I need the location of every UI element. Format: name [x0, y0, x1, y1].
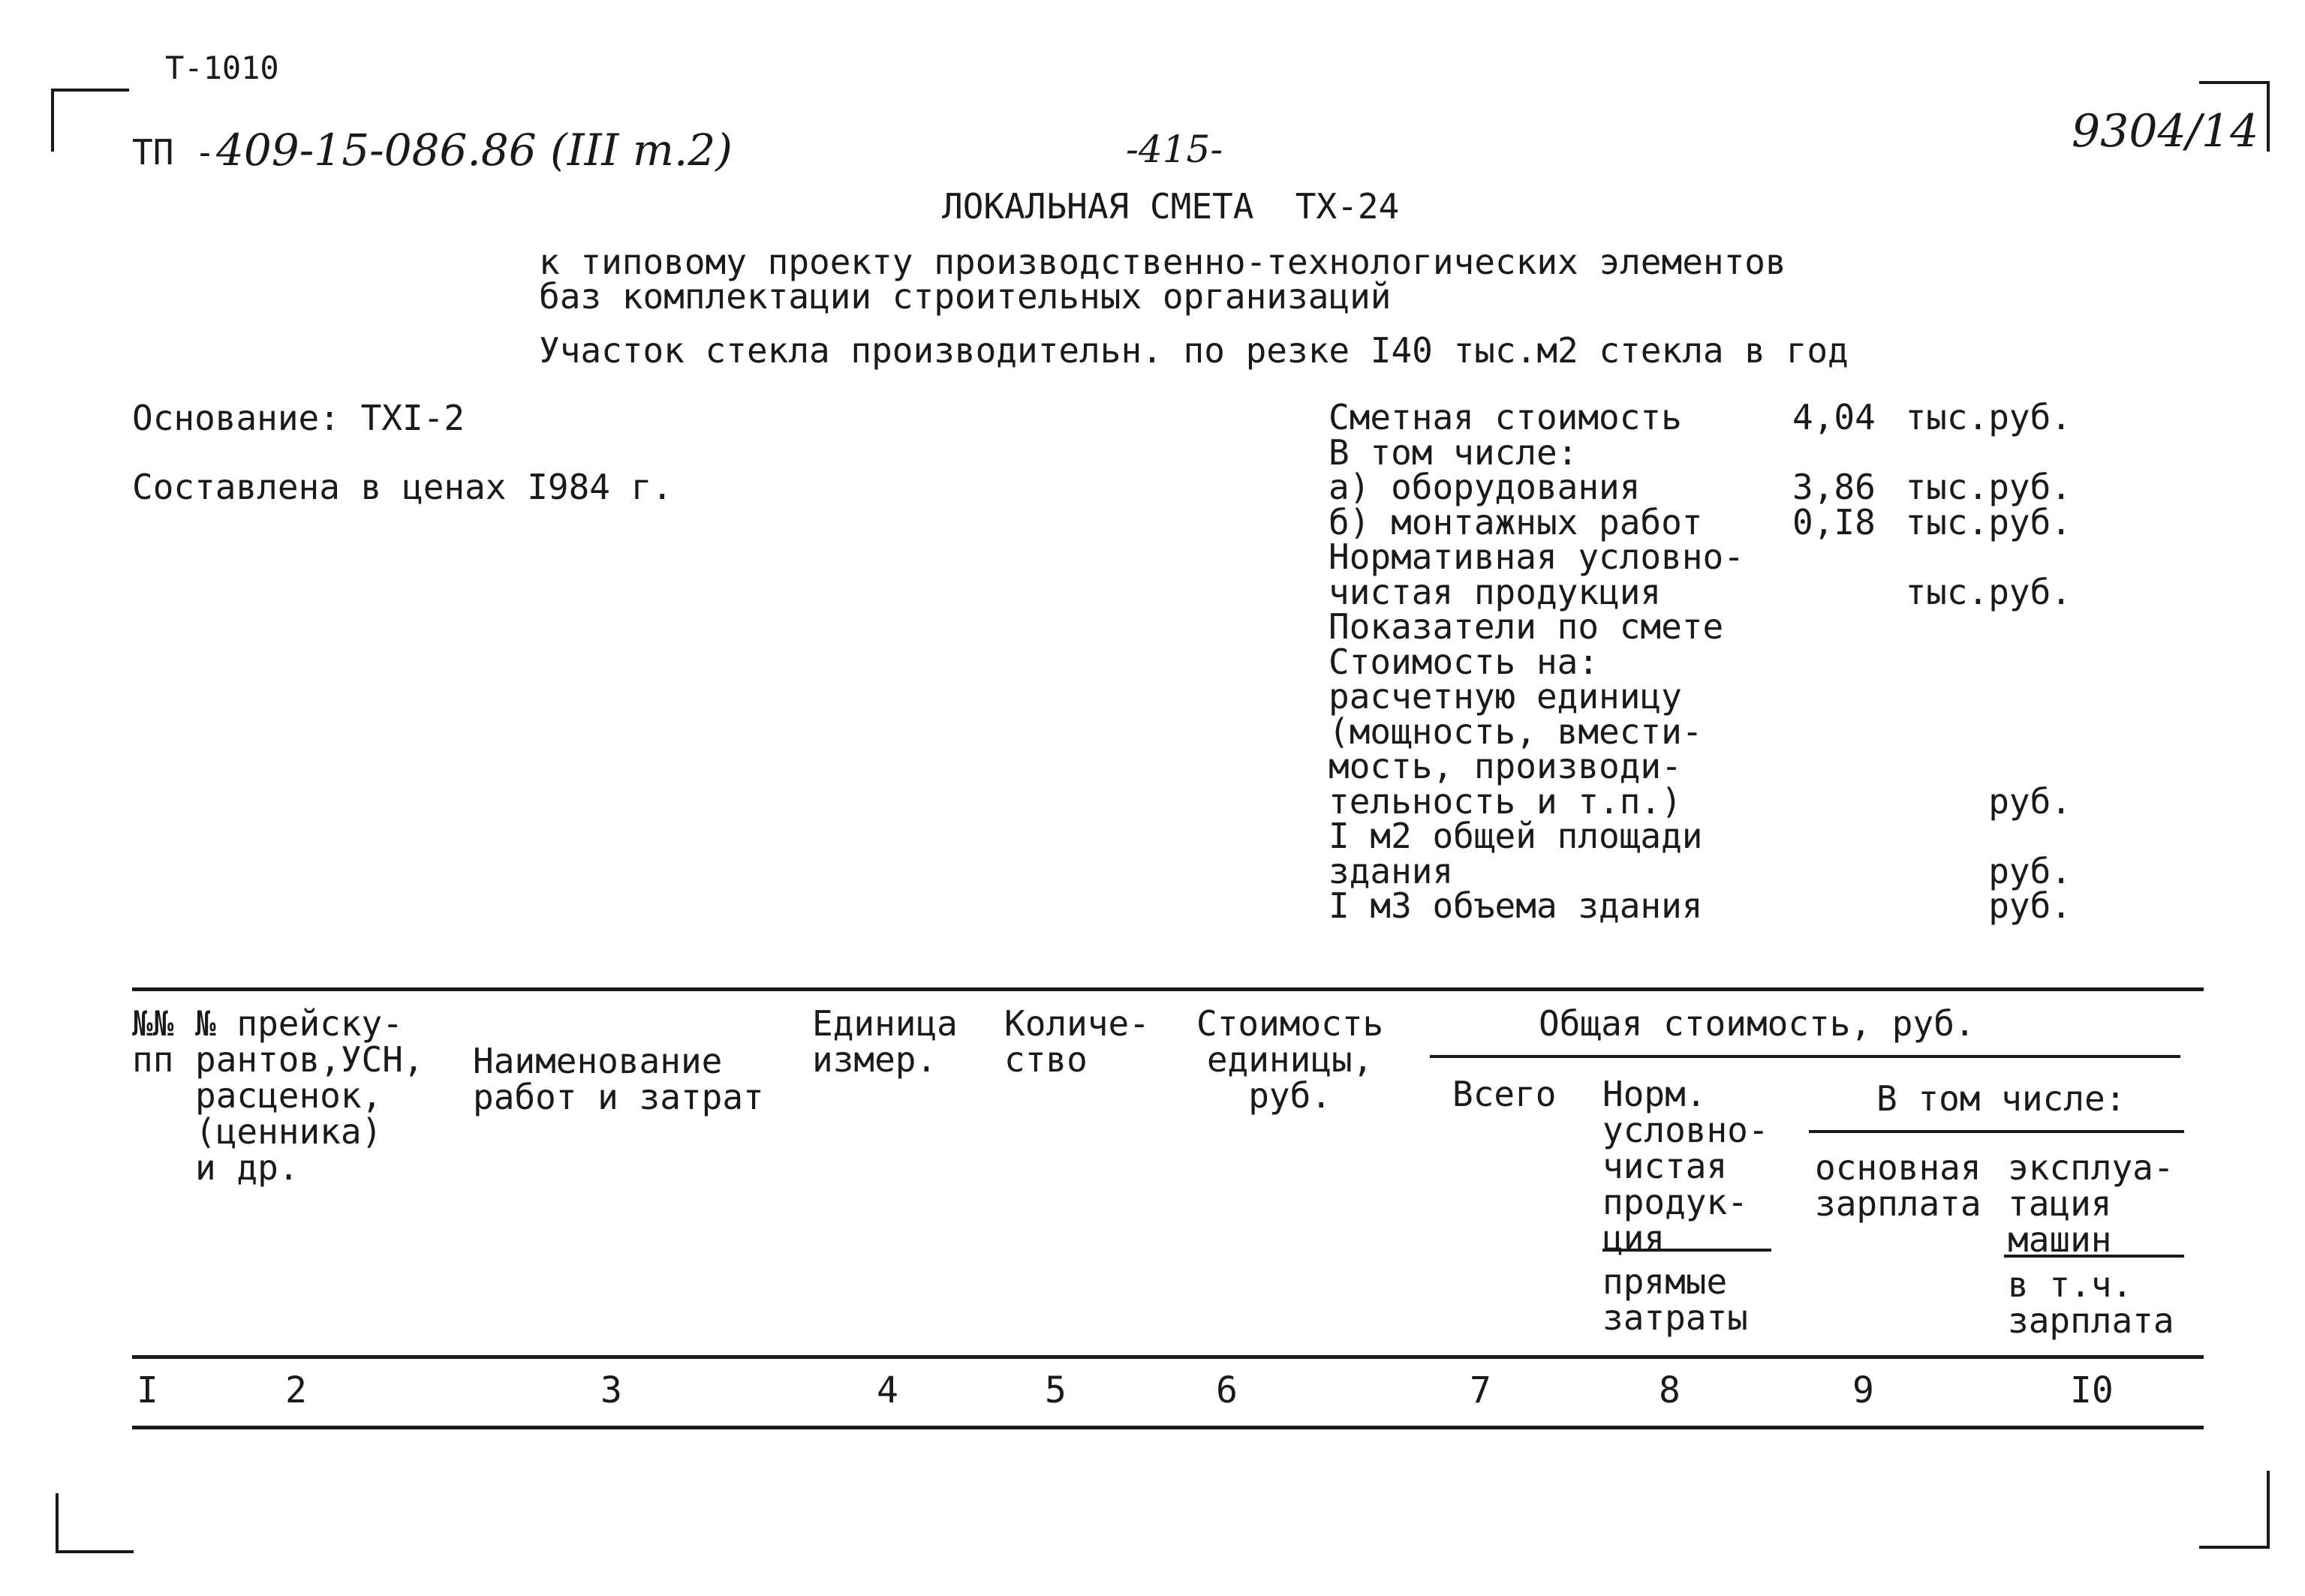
summary-value: 0,I8	[1792, 502, 1876, 543]
column-number: 6	[1216, 1369, 1238, 1411]
project-ref-handwritten: 409-15-086.86 (III т.2)	[216, 125, 733, 176]
summary-label: мость, производи-	[1329, 746, 1682, 786]
frame-corner-bottom-right	[2199, 1471, 2270, 1549]
subtitle-line-1: к типовому проекту производственно-технологических элементов	[539, 242, 1786, 282]
summary-label: Показатели по смете	[1329, 606, 1724, 647]
summary-unit: тыс.руб.	[1905, 572, 2072, 612]
group-incl-rule	[1809, 1130, 2184, 1133]
summary-unit: руб.	[1988, 851, 2072, 891]
basis-line: Основание: ТХI-2	[132, 398, 465, 438]
summary-label: (мощность, вмести-	[1329, 711, 1703, 752]
summary-label: В том числе:	[1329, 432, 1578, 473]
summary-value: 4,04	[1792, 397, 1876, 437]
col-header-work-name: Наименование работ и затрат	[473, 1041, 764, 1117]
summary-unit: тыс.руб.	[1905, 467, 2072, 507]
page-number: -415-	[1126, 128, 1223, 171]
frame-corner-top-left	[51, 89, 129, 152]
document-title: ЛОКАЛЬНАЯ СМЕТА ТХ-24	[942, 186, 1400, 227]
summary-label: здания	[1329, 851, 1454, 891]
table-top-rule	[132, 987, 2204, 991]
column-number: 2	[285, 1369, 307, 1411]
summary-label: тельность и т.п.)	[1329, 781, 1682, 822]
col-header-direct-costs: прямые затраты	[1602, 1261, 1748, 1338]
column-number: I0	[2070, 1369, 2114, 1411]
column-number: 7	[1470, 1369, 1491, 1411]
summary-unit: руб.	[1988, 781, 2072, 822]
summary-unit: тыс.руб.	[1905, 397, 2072, 437]
col-header-normative-output: Норм. условно- чистая продук- ция	[1602, 1074, 1769, 1258]
column-number: 5	[1045, 1369, 1067, 1411]
header-bottom-rule	[132, 1355, 2204, 1359]
column-number: 9	[1852, 1369, 1874, 1411]
summary-label: Сметная стоимость	[1329, 397, 1682, 437]
col-header-incl-salary: в т.ч. зарплата	[2008, 1264, 2174, 1341]
col-header-quantity: Количе- ство	[1004, 1003, 1150, 1080]
document-code: Т-1010	[165, 50, 279, 86]
summary-label: б) монтажных работ	[1329, 502, 1703, 543]
column-number: 8	[1659, 1369, 1681, 1411]
col-header-price-list: № прейску- рантов,УСН, расценок, (ценника) и др.	[195, 1003, 424, 1188]
prices-line: Составлена в ценах I984 г.	[132, 467, 673, 507]
summary-label: I м3 объема здания	[1329, 885, 1703, 926]
table-bottom-rule	[132, 1426, 2204, 1429]
summary-label: расчетную единицу	[1329, 676, 1682, 717]
summary-label: Нормативная условно-	[1329, 537, 1744, 577]
col-header-machine-operation: эксплуа- тация машин	[2008, 1147, 2174, 1260]
col-header-group-total: Общая стоимость, руб.	[1539, 1003, 1975, 1044]
summary-unit: тыс.руб.	[1905, 502, 2072, 543]
col-header-total: Всего	[1452, 1074, 1557, 1114]
column-number: 4	[877, 1369, 898, 1411]
subtitle-line-2: баз комплектации строительных организаций	[539, 276, 1392, 317]
summary-label: а) оборудования	[1329, 467, 1641, 507]
project-ref-prefix: ТП -	[132, 132, 236, 173]
column-number: 3	[600, 1369, 622, 1411]
summary-label: I м2 общей площади	[1329, 816, 1703, 856]
section-title: Участок стекла производительн. по резке I40 тыс.м2 стекла в год	[539, 330, 1849, 371]
group-total-rule	[1430, 1055, 2180, 1058]
col-header-row-number: №№ пп	[132, 1003, 174, 1080]
frame-corner-bottom-left	[56, 1493, 134, 1553]
sheet-mark: 9304/14	[2072, 105, 2259, 158]
summary-unit: руб.	[1988, 885, 2072, 926]
col-header-unit-cost: Стоимость единицы, руб.	[1196, 1003, 1384, 1116]
summary-label: чистая продукция	[1329, 572, 1662, 612]
summary-label: Стоимость на:	[1329, 642, 1599, 682]
summary-value: 3,86	[1792, 467, 1876, 507]
col-header-unit: Единица измер.	[812, 1003, 958, 1080]
column-number: I	[137, 1369, 158, 1411]
col-header-base-salary: основная зарплата	[1815, 1147, 1982, 1224]
col-header-group-including: В том числе:	[1876, 1078, 2126, 1119]
